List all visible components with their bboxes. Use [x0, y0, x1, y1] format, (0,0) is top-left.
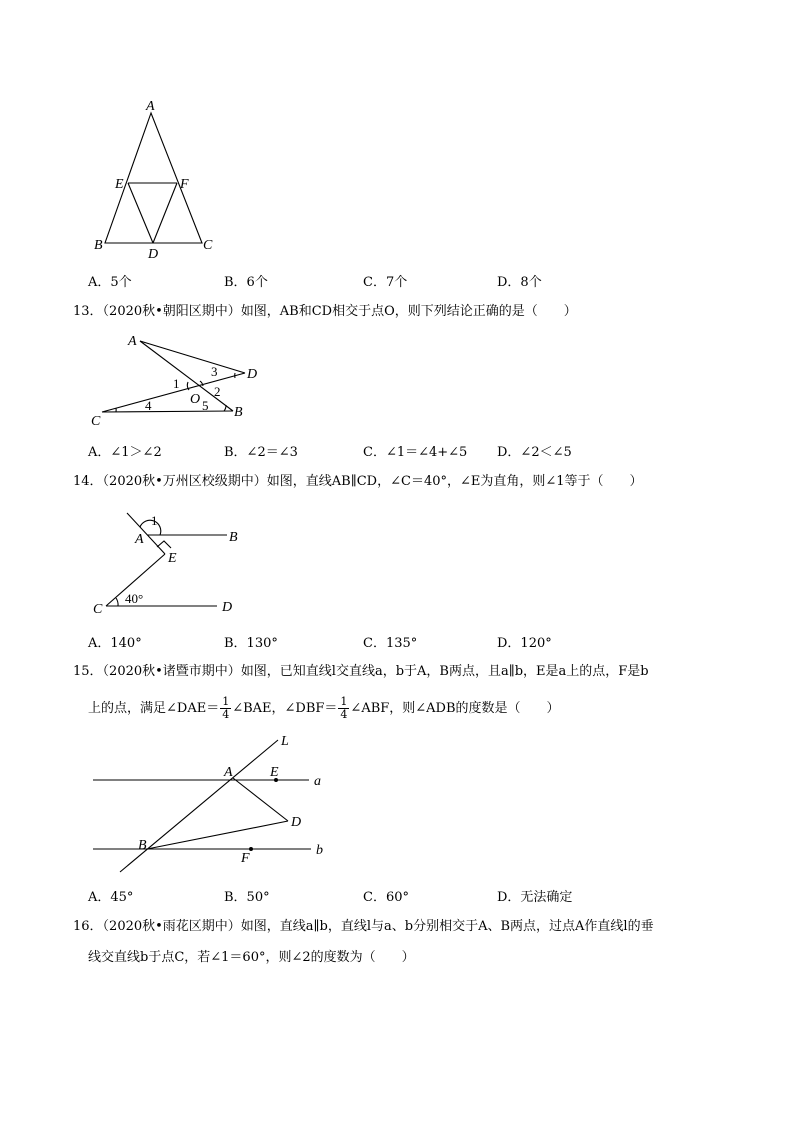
label-line-a: a [314, 774, 321, 789]
q12-option-d[interactable]: D．8个 [497, 275, 542, 290]
label-c: C [91, 414, 101, 429]
fraction-denominator: 4 [340, 708, 348, 721]
fraction-denominator: 4 [222, 708, 230, 721]
angle-label-2: 2 [214, 384, 221, 399]
q16-stem-line1: 16．（2020秋•雨花区期中）如图，直线a∥b，直线l与a、b分别相交于A、B两点，过点A作直线l的垂 [73, 919, 654, 934]
angle-label-5: 5 [202, 398, 209, 413]
q15-stem-line1: 15．（2020秋•诸暨市期中）如图，已知直线l交直线a，b于A，B两点，且a∥b，E是a上的点，F是b [73, 664, 649, 679]
label-a: A [135, 532, 144, 547]
segment-cb [102, 411, 233, 412]
q13-option-d[interactable]: D．∠2＜∠5 [497, 445, 572, 460]
segment-ed [128, 183, 153, 243]
q15-stem-part-c: ∠ABF，则∠ADB的度数是（ ） [350, 701, 560, 716]
label-d: D [148, 247, 159, 262]
segment-ad [140, 341, 245, 373]
label-a: A [128, 334, 137, 349]
label-e: E [115, 177, 124, 192]
label-b: B [94, 238, 103, 253]
segment-ad [233, 778, 288, 821]
angle-arc-1 [187, 382, 189, 390]
angle-label-4: 4 [145, 398, 152, 413]
q15-stem-part-a: 上的点，满足∠DAE＝ [88, 701, 220, 716]
label-b: B [229, 530, 238, 545]
q15-option-d[interactable]: D．无法确定 [497, 890, 573, 905]
q12-figure [85, 95, 225, 265]
label-l: L [281, 734, 289, 749]
label-d: D [247, 367, 258, 382]
angle-arc-c [116, 598, 118, 606]
q13-option-a[interactable]: A．∠1＞∠2 [88, 445, 162, 460]
q14-figure [85, 505, 245, 615]
q14-stem: 14．（2020秋•万州区校级期中）如图，直线AB∥CD，∠C＝40°，∠E为直角，则∠1等于（ ） [73, 474, 643, 489]
fraction-numerator: 1 [222, 695, 230, 708]
q12-option-a[interactable]: A．5个 [88, 275, 132, 290]
label-o: O [190, 392, 201, 407]
q15-stem-line2 [88, 692, 560, 726]
q15-figure [85, 730, 345, 880]
q12-option-b[interactable]: B．6个 [224, 275, 268, 290]
segment-bd [147, 821, 288, 849]
label-d: D [222, 600, 233, 615]
q16-stem-line2: 线交直线b于点C，若∠1＝60°，则∠2的度数为（ ） [88, 950, 415, 965]
label-c: C [203, 238, 213, 253]
label-c: C [93, 602, 103, 617]
q13-figure [85, 330, 265, 430]
angle-label-1: 1 [151, 513, 158, 528]
label-a: A [224, 765, 233, 780]
q13-option-c[interactable]: C．∠1＝∠4+∠5 [363, 445, 468, 460]
label-e: E [168, 551, 177, 566]
label-f: F [241, 851, 250, 866]
q12-option-c[interactable]: C．7个 [363, 275, 408, 290]
label-d: D [291, 815, 302, 830]
q14-option-c[interactable]: C．135° [363, 636, 418, 651]
segment-fd [153, 183, 177, 243]
q15-option-b[interactable]: B．50° [224, 890, 270, 905]
angle-label-40: 40° [125, 591, 144, 606]
q15-stem-part-b: ∠BAE，∠DBF＝ [232, 701, 338, 716]
fraction-one-quarter-1 [220, 696, 231, 721]
q15-option-a[interactable]: A．45° [88, 890, 134, 905]
fraction-one-quarter-2 [338, 696, 349, 721]
angle-label-3: 3 [211, 364, 218, 379]
angle-arc-5 [224, 405, 226, 411]
segment-ab [140, 341, 233, 411]
point-f [249, 847, 253, 851]
label-e: E [270, 765, 279, 780]
segment-ae-extended [127, 513, 165, 554]
label-line-b: b [316, 843, 323, 858]
label-b: B [138, 838, 147, 853]
fraction-numerator: 1 [340, 695, 348, 708]
q14-option-b[interactable]: B．130° [224, 636, 278, 651]
q13-stem: 13．（2020秋•朝阳区期中）如图，AB和CD相交于点O，则下列结论正确的是（ ） [73, 304, 577, 319]
label-f: F [180, 177, 189, 192]
label-b: B [234, 405, 243, 420]
label-a: A [146, 99, 155, 114]
q14-option-d[interactable]: D．120° [497, 636, 552, 651]
q15-option-c[interactable]: C．60° [363, 890, 409, 905]
angle-label-1: 1 [173, 376, 180, 391]
q14-option-a[interactable]: A．140° [88, 636, 142, 651]
q13-option-b[interactable]: B．∠2＝∠3 [224, 445, 298, 460]
